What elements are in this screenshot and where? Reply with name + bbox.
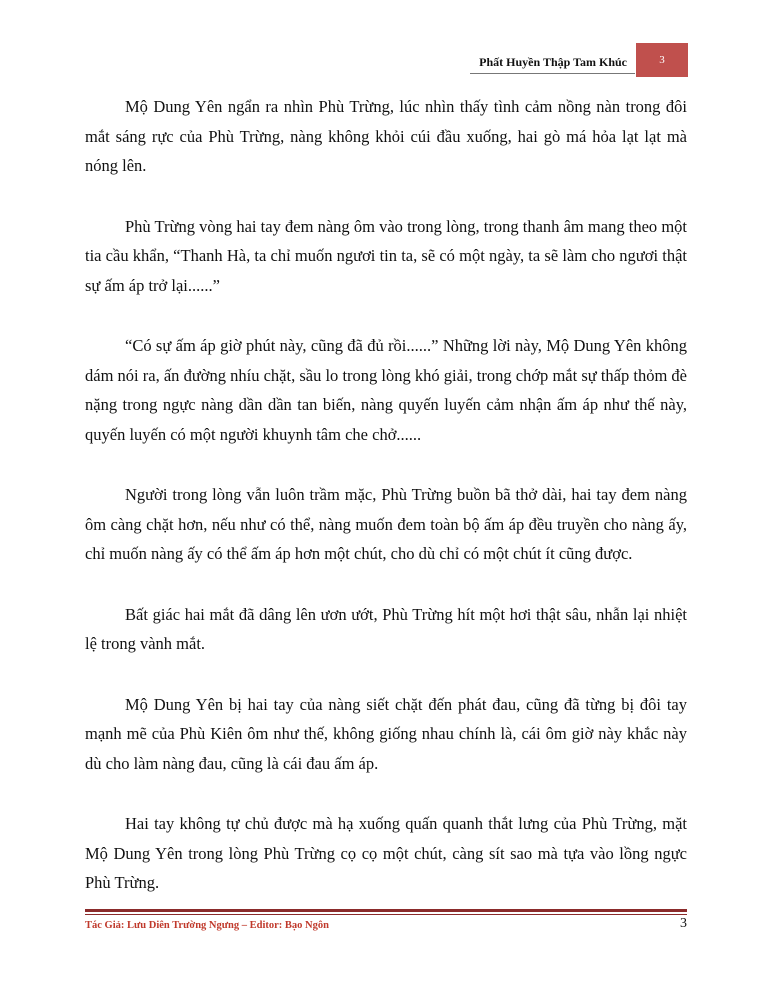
footer-credit: Tác Giả: Lưu Diên Trường Ngưng – Editor: Bạo Ngôn (85, 920, 329, 931)
paragraph: Phù Trừng vòng hai tay đem nàng ôm vào trong lòng, trong thanh âm mang theo một tia cầu khẩn, “Thanh Hà, ta chỉ muốn ngươi tin ta, sẽ có một ngày, ta sẽ làm cho ngươi thật sự ấm áp trở lại......” (85, 216, 687, 295)
paragraph: Bất giác hai mắt đã dâng lên ươn ướt, Phù Trừng hít một hơi thật sâu, nhẫn lại nhiệt lệ trong vành mắt. (85, 604, 687, 653)
paragraph: Mộ Dung Yên bị hai tay của nàng siết chặt đến phát đau, cũng đã từng bị đôi tay mạnh mẽ của Phù Kiên ôm như thế, không giống nhau chính là, cái ôm giờ này khắc này dù cho làm nàng đau, cũng là cái đau ấm áp. (85, 694, 687, 773)
footer-page-number: 3 (680, 916, 687, 931)
paragraph: “Có sự ấm áp giờ phút này, cũng đã đủ rồi......” Những lời này, Mộ Dung Yên không dám nói ra, ấn đường nhíu chặt, sầu lo trong lòng khó giải, trong chớp mắt sự thấp thỏm đè nặng trong ngực nàng dần dần tan biến, nàng quyến luyến cảm nhận ấm áp như thế này, quyến luyến có một người khuynh tâm che chở...... (85, 336, 687, 444)
paragraph: Hai tay không tự chủ được mà hạ xuống quấn quanh thắt lưng của Phù Trừng, mặt Mộ Dung Yên trong lòng Phù Trừng cọ cọ một chút, càng sít sao mà tựa vào lồng ngực Phù Trừng. (85, 814, 687, 892)
header-divider (470, 73, 635, 74)
paragraph: Người trong lòng vẫn luôn trầm mặc, Phù Trừng buồn bã thở dài, hai tay đem nàng ôm càng chặt hơn, nếu như có thể, nàng muốn đem toàn bộ ấm áp đều truyền cho nàng ấy, chỉ muốn nàng ấy có thể ấm áp hơn một chút, cho dù chỉ có một chút ít cũng được. (85, 485, 687, 563)
header-page-number: 3 (636, 43, 688, 77)
footer-rule-thick (85, 909, 687, 912)
footer-rule-thin (85, 914, 687, 915)
header-title: Phất Huyền Thập Tam Khúc (479, 55, 627, 69)
page-body (85, 92, 687, 929)
paragraph: Mộ Dung Yên ngẩn ra nhìn Phù Trừng, lúc nhìn thấy tình cảm nồng nàn trong đôi mắt sáng rực của Phù Trừng, nàng không khỏi cúi đầu xuống, hai gò má hỏa lạt lạt mà nóng lên. (85, 97, 687, 175)
page-header (0, 43, 772, 80)
